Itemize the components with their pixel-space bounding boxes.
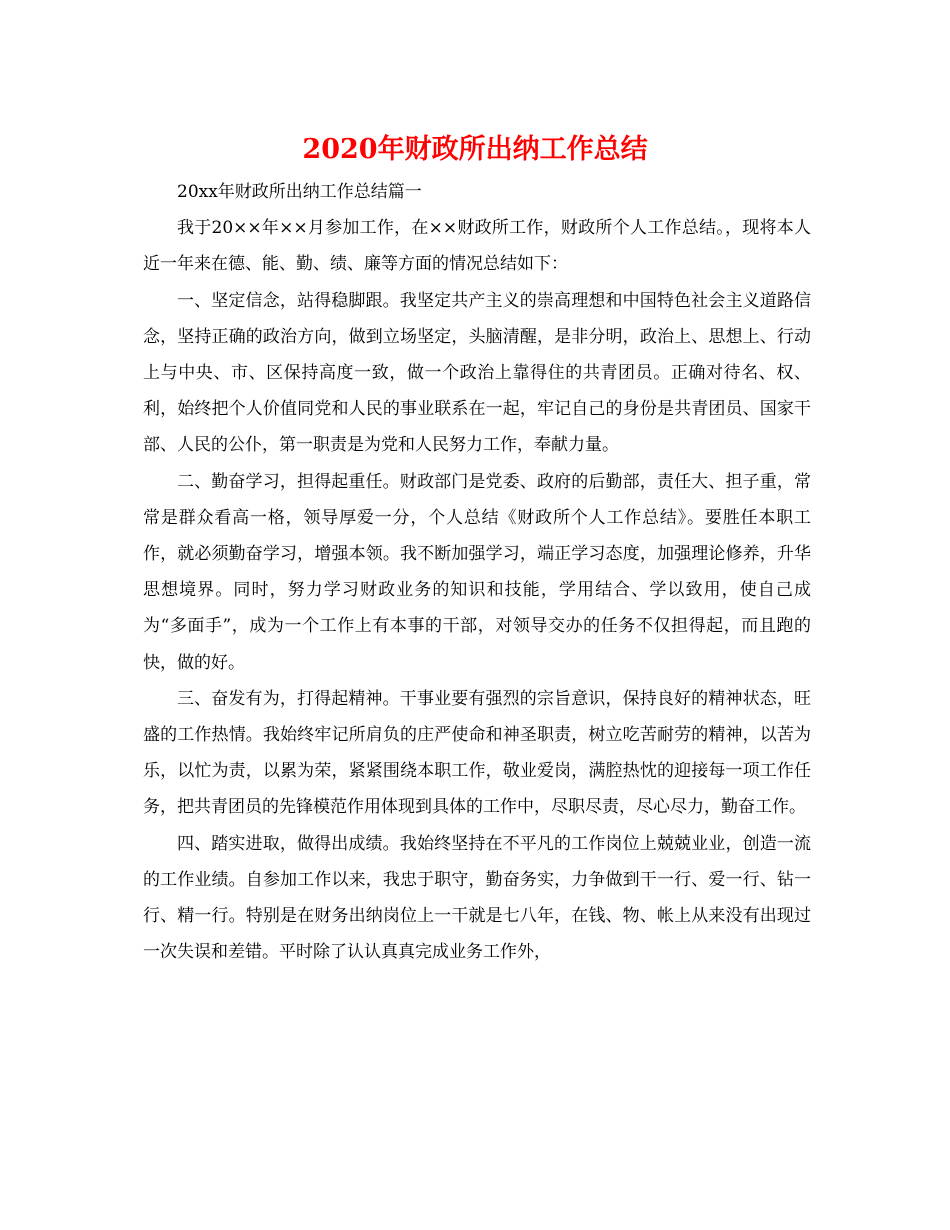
paragraph-section-1: 一、坚定信念，站得稳脚跟。我坚定共产主义的崇高理想和中国特色社会主义道路信念，坚持正确的政治方向，做到立场坚定，头脑清醒，是非分明，政治上、思想上、行动上与中央、市、区保持高度一致，做一个政治上靠得住的共青团员。正确对待名、权、利，始终把个人价值同党和人民的事业联系在一起，牢记自己的身份是共青团员、国家干部、人民的公仆，第一职责是为党和人民努力工作，奉献力量。 [143, 290, 811, 456]
document-title: 2020年财政所出纳工作总结 [302, 134, 648, 165]
paragraph-intro: 我于20××年××月参加工作，在××财政所工作，财政所个人工作总结。，现将本人近一年来在德、能、勤、绩、廉等方面的情况总结如下： [143, 218, 811, 275]
paragraph-section-4: 四、踏实进取，做得出成绩。我始终坚持在不平凡的工作岗位上兢兢业业，创造一流的工作业绩。自参加工作以来，我忠于职守，勤奋务实，力争做到干一行、爱一行、钻一行、精一行。特别是在财务出纳岗位上一干就是七八年，在钱、物、帐上从来没有出现过一次失误和差错。平时除了认认真真完成业务工作外， [143, 833, 811, 963]
paragraph-section-2: 二、勤奋学习，担得起重任。财政部门是党委、政府的后勤部，责任大、担子重，常常是群众看高一格，领导厚爱一分，个人总结《财政所个人工作总结》。要胜任本职工作，就必须勤奋学习，增强本领。我不断加强学习，端正学习态度，加强理论修养，升华思想境界。同时，努力学习财政业务的知识和技能，学用结合、学以致用，使自己成为“多面手”，成为一个工作上有本事的干部，对领导交办的任务不仅担得起，而且跑的快，做的好。 [143, 471, 811, 673]
paragraph-section-3: 三、奋发有为，打得起精神。干事业要有强烈的宗旨意识，保持良好的精神状态，旺盛的工作热情。我始终牢记所肩负的庄严使命和神圣职责，树立吃苦耐劳的精神，以苦为乐，以忙为责，以累为荣，紧紧围绕本职工作，敬业爱岗，满腔热忱的迎接每一项工作任务，把共青团员的先锋模范作用体现到具体的工作中，尽职尽责，尽心尽力，勤奋工作。 [143, 688, 811, 818]
document-body [143, 174, 811, 970]
document-subtitle: 20xx年财政所出纳工作总结篇一 [177, 182, 422, 202]
